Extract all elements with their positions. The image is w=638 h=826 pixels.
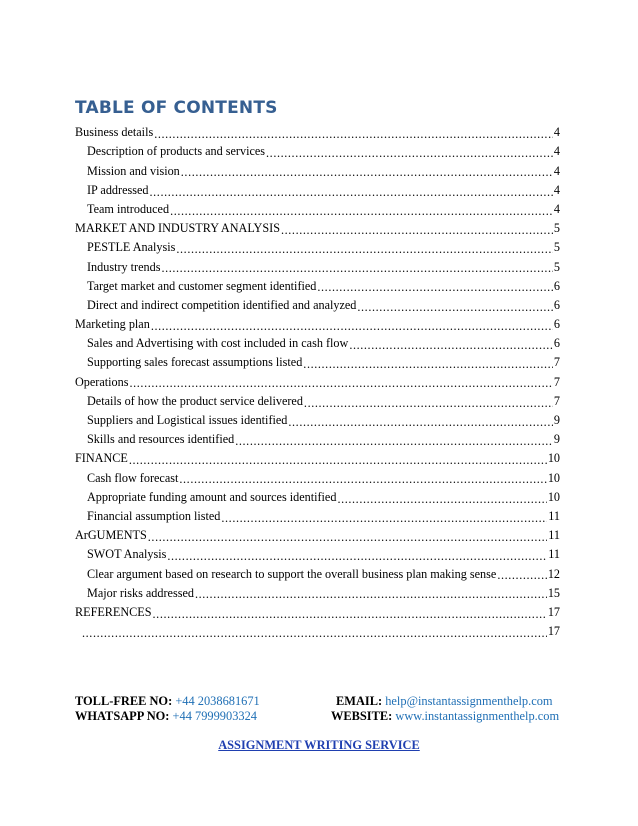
whatsapp-number[interactable]: +44 7999903324 (172, 709, 257, 723)
toc-leader-dots (303, 358, 553, 370)
toc-leader-dots (304, 397, 553, 409)
toc-entry[interactable] (75, 466, 560, 485)
toc-entry[interactable] (75, 409, 560, 428)
toc-entry-title: Business details (75, 125, 154, 140)
toc-entry-page: 6 (553, 278, 560, 293)
toc-entry[interactable] (75, 179, 560, 198)
toc-entry-title: FINANCE (75, 451, 128, 466)
website-link[interactable]: www.instantassignmenthelp.com (395, 709, 560, 723)
toc-entry-title: Financial assumption listed (87, 508, 221, 523)
toc-entry[interactable] (75, 524, 560, 543)
toc-entry[interactable] (75, 313, 560, 332)
toc-leader-dots (170, 205, 553, 217)
toc-leader-dots (148, 531, 547, 543)
toc-entry-page: 15 (547, 585, 560, 600)
toc-leader-dots (181, 166, 553, 178)
toc-leader-dots (176, 243, 553, 255)
toc-entry-title: Cash flow forecast (87, 470, 179, 485)
toc-leader-dots (357, 301, 553, 313)
toc-entry-page: 4 (553, 144, 560, 159)
toc-leader-dots (129, 377, 552, 389)
toc-entry-title: MARKET AND INDUSTRY ANALYSIS (75, 221, 280, 236)
toc-entry[interactable] (75, 140, 560, 159)
toc-entry[interactable] (75, 332, 560, 351)
toc-leader-dots (82, 627, 547, 639)
toc-entry[interactable] (75, 275, 560, 294)
toc-entry-page: 5 (553, 240, 560, 255)
toc-leader-dots (281, 224, 553, 236)
email-link[interactable]: help@instantassignmenthelp.com (385, 694, 553, 708)
toc-entry[interactable] (75, 562, 560, 581)
toc-leader-dots (221, 512, 547, 524)
toc-entry-title: Description of products and services (87, 144, 266, 159)
tollfree-line (75, 694, 260, 709)
toc-entry-title: IP addressed (87, 182, 149, 197)
toc-entry-title: Team introduced (87, 201, 170, 216)
email-line (336, 694, 553, 709)
toc-entry[interactable] (75, 159, 560, 178)
toc-entry-title: Supporting sales forecast assumptions listed (87, 355, 303, 370)
website-label: WEBSITE: (331, 709, 393, 723)
toc-entry-page: 6 (553, 297, 560, 312)
toc-entry[interactable] (75, 390, 560, 409)
toc-entry-page: 9 (553, 432, 560, 447)
toc-entry-page: 5 (553, 221, 560, 236)
toc-entry-page: 4 (553, 163, 560, 178)
toc-entry-page: 11 (548, 547, 560, 562)
toc-entry-title: Mission and vision (87, 163, 180, 178)
toc-entry-page: 9 (553, 413, 560, 427)
toc-entry-page: 10 (547, 470, 560, 485)
toc-entry-page: 17 (547, 624, 560, 639)
toc-entry-title: Direct and indirect competition identified and analyzed (87, 297, 357, 312)
toc-leader-dots (179, 473, 546, 485)
toc-entry-page: 11 (548, 508, 560, 523)
toc-entry-title: Sales and Advertising with cost included in cash flow (87, 336, 349, 351)
toc-leader-dots (153, 608, 547, 620)
toc-entry[interactable] (75, 620, 560, 639)
toc-entry[interactable] (75, 582, 560, 601)
whatsapp-line (75, 709, 257, 724)
toc-entry[interactable] (75, 601, 560, 620)
tollfree-number[interactable]: +44 2038681671 (175, 694, 260, 708)
toc-leader-dots (161, 262, 552, 274)
toc-entry-title: Suppliers and Logistical issues identified (87, 413, 288, 427)
toc-entry[interactable] (75, 236, 560, 255)
toc-entry-page: 4 (553, 125, 560, 140)
table-of-contents (75, 121, 560, 639)
toc-entry-title: Appropriate funding amount and sources identified (87, 489, 337, 504)
toc-entry[interactable] (75, 447, 560, 466)
toc-leader-dots (129, 454, 547, 466)
toc-entry-page: 7 (553, 393, 560, 408)
whatsapp-label: WHATSAPP NO: (75, 709, 170, 723)
toc-entry-title: Skills and resources identified (87, 432, 235, 447)
toc-entry[interactable] (75, 370, 560, 389)
service-link[interactable]: ASSIGNMENT WRITING SERVICE (218, 738, 420, 752)
toc-entry[interactable] (75, 121, 560, 140)
toc-leader-dots (154, 128, 553, 140)
toc-entry[interactable] (75, 198, 560, 217)
toc-entry[interactable] (75, 505, 560, 524)
toc-leader-dots (349, 339, 553, 351)
toc-entry[interactable] (75, 428, 560, 447)
toc-entry-page: 11 (548, 528, 560, 543)
toc-entry-title: Target market and customer segment identified (87, 278, 317, 293)
tollfree-label: TOLL-FREE NO: (75, 694, 173, 708)
toc-entry-title: Details of how the product service delivered (87, 393, 303, 408)
toc-entry-page: 4 (553, 201, 560, 216)
toc-leader-dots (195, 588, 547, 600)
toc-entry-title: Industry trends (87, 259, 161, 274)
toc-entry[interactable] (75, 217, 560, 236)
toc-entry[interactable] (75, 543, 560, 562)
toc-entry-title: SWOT Analysis (87, 547, 167, 562)
website-line (331, 709, 559, 724)
toc-entry-page: 6 (553, 336, 560, 351)
toc-entry-title: REFERENCES (75, 604, 152, 619)
toc-leader-dots (266, 147, 553, 159)
toc-leader-dots (151, 320, 553, 332)
toc-entry-page: 10 (547, 489, 560, 504)
toc-entry-title: ArGUMENTS (75, 528, 147, 543)
toc-leader-dots (288, 416, 553, 428)
toc-leader-dots (497, 569, 547, 581)
toc-entry-page: 7 (553, 374, 560, 389)
toc-entry-title: Major risks addressed (87, 585, 194, 600)
toc-entry-title: PESTLE Analysis (87, 240, 176, 255)
toc-leader-dots (337, 493, 546, 505)
toc-entry[interactable] (75, 486, 560, 505)
toc-entry-page: 12 (547, 566, 560, 581)
toc-leader-dots (150, 186, 553, 198)
toc-entry-page: 17 (547, 604, 560, 619)
toc-title: TABLE OF CONTENTS (75, 98, 278, 118)
toc-entry-title: Operations (75, 374, 129, 389)
toc-leader-dots (235, 435, 553, 447)
toc-entry-page: 5 (553, 259, 560, 274)
toc-entry-title: Clear argument based on research to support the overall business plan making sense (87, 566, 497, 581)
toc-leader-dots (167, 550, 547, 562)
toc-entry-title: Marketing plan (75, 317, 150, 332)
toc-entry[interactable] (75, 255, 560, 274)
toc-entry-page: 4 (553, 182, 560, 197)
toc-leader-dots (317, 281, 553, 293)
toc-entry[interactable] (75, 351, 560, 370)
toc-entry[interactable] (75, 294, 560, 313)
toc-entry-page: 6 (553, 317, 560, 332)
toc-entry-page: 10 (547, 451, 560, 466)
toc-entry-page: 7 (553, 355, 560, 370)
email-label: EMAIL: (336, 694, 383, 708)
